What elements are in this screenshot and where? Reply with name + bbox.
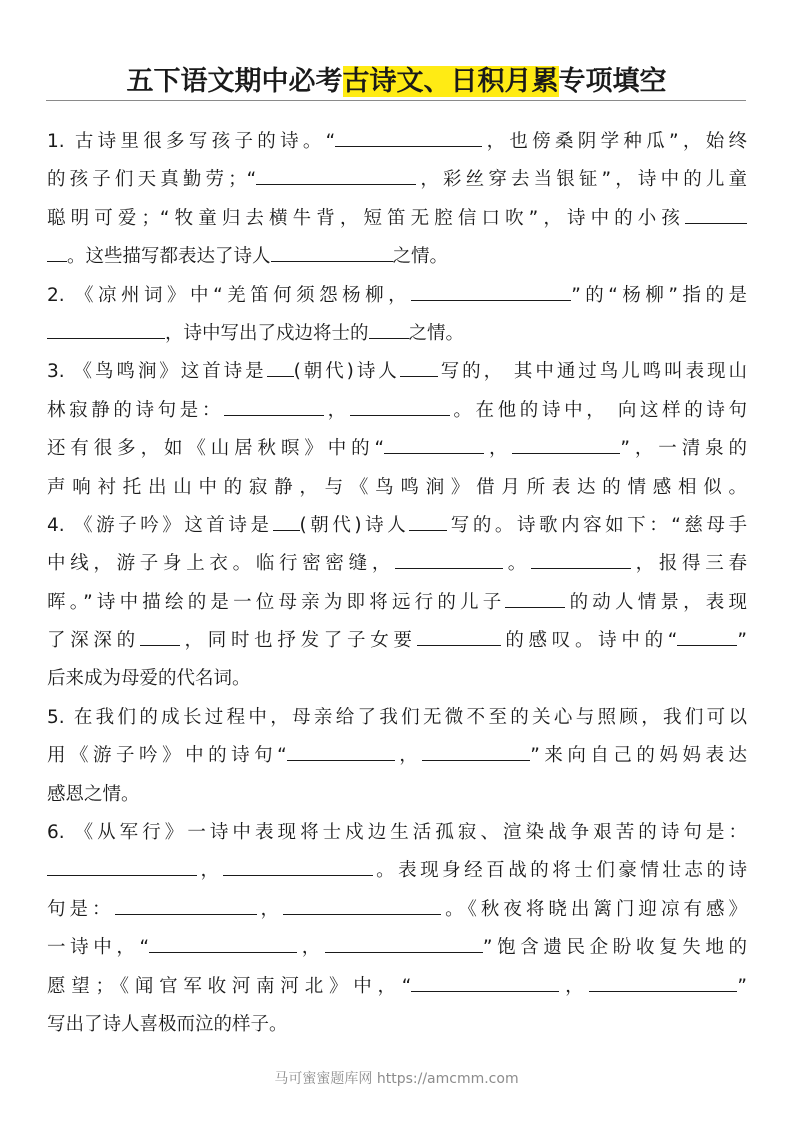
text-line (47, 584, 747, 622)
text-segment: 写出了诗人喜极而泣的样子。 (47, 1013, 288, 1035)
title-prefix: 五下语文期中必考 (126, 66, 343, 97)
text-segment: 的感叹。诗中的“ (500, 630, 678, 652)
text-segment: 之情。 (408, 322, 465, 344)
text-line (47, 891, 747, 929)
text-line (47, 430, 747, 468)
text-segment: 林寂静的诗句是： (47, 399, 225, 421)
text-segment: 后来成为母爱的代名词。 (47, 668, 251, 690)
fill-in-blank[interactable] (369, 320, 409, 339)
text-segment: 还有很多，如《山居秋暝》中的“ (47, 438, 385, 460)
text-line (47, 852, 747, 890)
fill-in-blank[interactable] (140, 627, 180, 646)
fill-in-blank[interactable] (409, 512, 447, 531)
text-segment: 。表现身经百战的将士们豪情壮志的诗 (372, 860, 747, 882)
text-segment: 句是： (47, 898, 115, 920)
fill-in-blank[interactable] (149, 934, 297, 953)
fill-in-blank[interactable] (417, 627, 501, 646)
text-line (47, 277, 747, 315)
fill-in-blank[interactable] (325, 934, 483, 953)
fill-in-blank[interactable] (400, 358, 438, 377)
text-segment: ， (197, 860, 223, 882)
text-line (47, 968, 747, 1006)
text-segment: ”来向自己的妈妈表达 (530, 745, 747, 767)
text-line (47, 1006, 747, 1044)
text-line (47, 123, 747, 161)
text-segment: 1. 古诗里很多写孩子的诗。“ (47, 131, 336, 152)
fill-in-blank[interactable] (395, 550, 503, 569)
text-segment: 愿望；《闻官军收河南河北》中，“ (47, 975, 412, 997)
text-segment: 的孩子们天真勤劳；“ (47, 169, 257, 191)
text-segment: ”，一清泉的 (620, 438, 747, 460)
text-line (47, 814, 747, 852)
text-segment: ，同时也抒发了子女要 (179, 630, 417, 652)
text-segment: 晖。”诗中描绘的是一位母亲为即将远行的儿子 (47, 591, 506, 613)
fill-in-blank[interactable] (422, 742, 530, 761)
footer-watermark: 马可蜜蜜题库网 https://amcmm.com (274, 1071, 519, 1087)
text-line (47, 660, 747, 698)
text-segment: ， (256, 898, 284, 920)
fill-in-blank[interactable] (384, 435, 484, 454)
fill-in-blank[interactable] (411, 973, 559, 992)
text-line (47, 315, 747, 353)
text-segment: 。在他的诗中， 向这样的诗句 (449, 399, 747, 421)
text-segment: ” (737, 630, 747, 652)
text-line (47, 161, 747, 199)
text-line (47, 469, 747, 507)
text-segment: 3. 《鸟鸣涧》这首诗是 (47, 361, 267, 383)
text-segment: ， (324, 399, 350, 421)
text-segment: ，也傍桑阴学种瓜”，始终 (482, 131, 747, 152)
text-segment: ，诗中写出了戍边将士的 (165, 322, 369, 344)
text-segment: 中线，游子身上衣。临行密密缝， (47, 553, 396, 575)
text-line (47, 392, 747, 430)
fill-in-blank[interactable] (677, 627, 737, 646)
question-body (47, 123, 747, 1044)
fill-in-blank[interactable] (411, 282, 571, 301)
fill-in-blank[interactable] (273, 512, 300, 531)
text-segment: 用《游子吟》中的诗句“ (47, 745, 287, 767)
text-line (47, 699, 747, 737)
text-segment: ， (394, 745, 423, 767)
fill-in-blank[interactable] (47, 243, 67, 262)
fill-in-blank[interactable] (287, 742, 395, 761)
fill-in-blank[interactable] (256, 166, 416, 185)
text-line (47, 238, 747, 276)
fill-in-blank[interactable] (350, 397, 450, 416)
text-segment: ”的“杨柳”指的是 (571, 284, 747, 306)
text-segment: ” (737, 975, 747, 997)
text-line (47, 622, 747, 660)
fill-in-blank[interactable] (589, 973, 737, 992)
text-segment: 4. 《游子吟》这首诗是 (47, 514, 273, 536)
fill-in-blank[interactable] (115, 896, 257, 915)
text-segment: 。《秋夜将晓出篱门迎凉有感》 (441, 898, 747, 920)
text-segment: (朝代)诗人 (299, 514, 410, 536)
text-segment: ， (559, 975, 590, 997)
text-line (47, 200, 747, 238)
text-segment: ”饱含遗民企盼收复失地的 (482, 937, 747, 959)
fill-in-blank[interactable] (685, 205, 747, 224)
text-segment: ，报得三春 (630, 553, 747, 575)
text-line (47, 776, 747, 814)
fill-in-blank[interactable] (335, 128, 482, 147)
title-suffix: 专项填空 (558, 66, 667, 97)
fill-in-blank[interactable] (271, 243, 393, 262)
text-segment: ，彩丝穿去当银钲”，诗中的儿童 (416, 169, 747, 191)
fill-in-blank[interactable] (224, 397, 324, 416)
text-segment: 写的， 其中通过鸟儿鸣叫表现山 (437, 361, 747, 383)
text-segment: 了深深的 (47, 630, 140, 652)
text-line (47, 545, 747, 583)
page-title (0, 62, 793, 102)
text-segment: 。这些描写都表达了诗人 (67, 246, 271, 268)
fill-in-blank[interactable] (512, 435, 620, 454)
title-divider (46, 100, 746, 101)
text-segment: ， (297, 937, 325, 959)
text-segment: 感恩之情。 (47, 783, 140, 805)
text-segment: 6. 《从军行》一诗中表现将士戍边生活孤寂、渲染战争艰苦的诗句是： (47, 822, 747, 844)
text-line (47, 353, 747, 391)
text-segment: 2. 《凉州词》中“羌笛何须怨杨柳， (47, 284, 412, 306)
text-line (47, 929, 747, 967)
fill-in-blank[interactable] (267, 358, 294, 377)
text-line (47, 507, 747, 545)
text-segment: 5. 在我们的成长过程中，母亲给了我们无微不至的关心与照顾，我们可以 (47, 706, 747, 728)
text-segment: 之情。 (392, 246, 449, 268)
text-segment: 的动人情景，表现 (565, 591, 747, 613)
fill-in-blank[interactable] (283, 896, 441, 915)
fill-in-blank[interactable] (47, 857, 197, 876)
text-segment: (朝代)诗人 (293, 361, 400, 383)
text-segment: 聪明可爱；“牧童归去横牛背，短笛无腔信口吹”，诗中的小孩 (47, 207, 685, 229)
text-segment: 写的。诗歌内容如下：“慈母手 (447, 514, 747, 536)
fill-in-blank[interactable] (531, 550, 631, 569)
text-segment: 一诗中，“ (47, 937, 150, 959)
fill-in-blank[interactable] (47, 320, 165, 339)
text-line (47, 737, 747, 775)
title-highlight: 古诗文、日积月累 (342, 66, 559, 97)
text-segment: 。 (503, 553, 531, 575)
text-segment: 声响衬托出山中的寂静，与《鸟鸣涧》借月所表达的情感相似。 (47, 476, 747, 498)
fill-in-blank[interactable] (505, 589, 565, 608)
fill-in-blank[interactable] (223, 857, 373, 876)
text-segment: ， (484, 438, 513, 460)
